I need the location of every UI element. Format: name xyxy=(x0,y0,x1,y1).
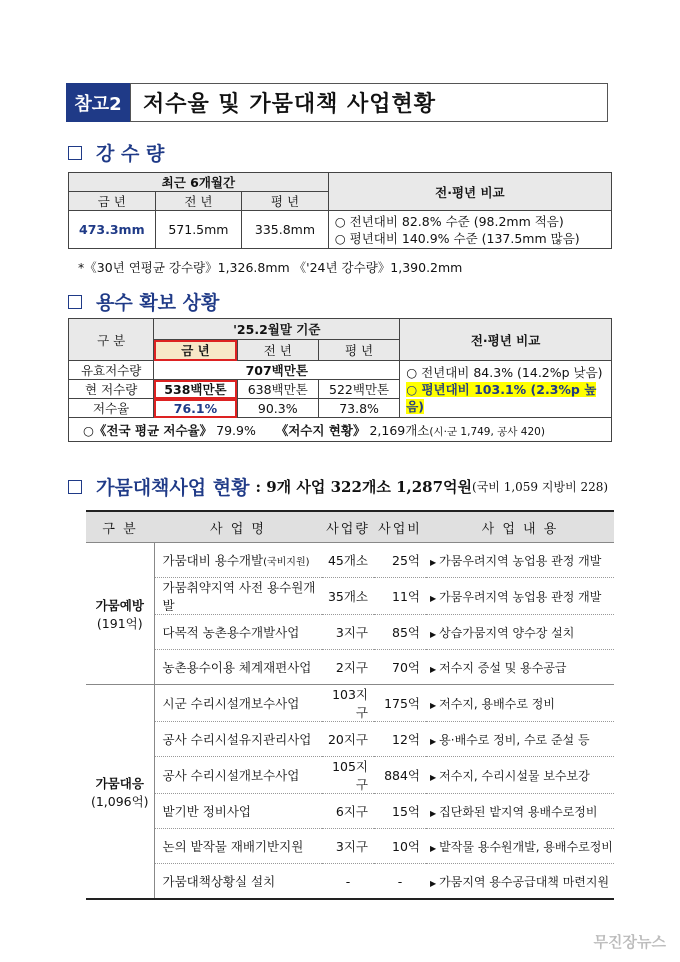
national-avg-value: 79.9% xyxy=(216,422,256,438)
group-prevention xyxy=(86,543,154,685)
storage-rate-this-year: 76.1% xyxy=(154,399,237,418)
project-content-text: 저수지, 용배수로 정비 xyxy=(439,696,555,711)
project-qty: 35개소 xyxy=(322,578,374,615)
project-cost: 11억 xyxy=(374,578,426,615)
watermark: 무진장뉴스 xyxy=(593,933,666,951)
triangle-right-icon: ▶ xyxy=(430,808,437,818)
compare-line: ○ 전년대비 84.3% (14.2%p 낮음) xyxy=(406,364,603,380)
base-label: '25.2월말 기준 xyxy=(154,319,400,340)
drought-summary-detail: (국비 1,059 지방비 228) xyxy=(472,480,609,494)
section-title: 가뭄대책사업 현황 xyxy=(96,477,250,499)
project-name: 다목적 농촌용수개발사업 xyxy=(154,615,322,650)
project-name: 논의 밭작물 재배기반지원 xyxy=(154,829,322,864)
national-avg-label: ○《전국 평균 저수율》 xyxy=(83,422,213,438)
reference-label: 참고2 xyxy=(66,83,130,122)
triangle-right-icon: ▶ xyxy=(430,878,437,888)
project-qty: - xyxy=(322,864,374,900)
drought-summary: : 9개 사업 322개소 1,287억원 xyxy=(255,478,473,496)
checkbox-square-icon xyxy=(68,146,82,160)
group-budget: (1,096억) xyxy=(90,793,149,809)
section-title: 강 수 량 xyxy=(96,143,165,165)
col-this-year: 금 년 xyxy=(154,340,237,361)
col-last-year: 전 년 xyxy=(155,192,242,211)
project-content xyxy=(426,829,614,864)
effective-storage-value: 707백만톤 xyxy=(154,361,400,380)
row-label: 저수율 xyxy=(69,399,154,418)
reservoir-status-detail: (시·군 1,749, 공사 420) xyxy=(429,425,545,438)
col-content: 사 업 내 용 xyxy=(426,511,614,543)
project-content xyxy=(426,722,614,757)
project-name-note: (국비지원) xyxy=(263,557,310,568)
triangle-right-icon: ▶ xyxy=(430,664,437,674)
col-normal-year: 평 년 xyxy=(318,340,399,361)
compare-line: ○ 전년대비 82.8% 수준 (98.2mm 적음) xyxy=(334,213,564,229)
triangle-right-icon: ▶ xyxy=(430,736,437,746)
project-content-text: 저수지, 수리시설물 보수보강 xyxy=(439,768,590,783)
rainfall-table xyxy=(68,172,612,249)
project-name-text: 가뭄대비 용수개발 xyxy=(162,553,264,568)
project-content xyxy=(426,615,614,650)
div-label: 구 분 xyxy=(69,319,154,361)
project-content-text: 가뭄우려지역 농업용 관정 개발 xyxy=(439,553,602,568)
compare-label: 전·평년 비교 xyxy=(400,319,612,361)
project-content xyxy=(426,578,614,615)
project-content xyxy=(426,757,614,794)
recent-label: 최근 6개월간 xyxy=(69,173,329,192)
project-content-text: 밭작물 용수원개발, 용배수로정비 xyxy=(439,839,613,854)
storage-rate-normal-year: 73.8% xyxy=(318,399,399,418)
triangle-right-icon: ▶ xyxy=(430,700,437,710)
compare-text xyxy=(328,211,611,249)
project-cost: 175억 xyxy=(374,685,426,722)
col-last-year: 전 년 xyxy=(237,340,318,361)
rainfall-note: *《30년 연평균 강수량》1,326.8mm 《'24년 강수량》1,390.2mm xyxy=(78,260,463,275)
project-name: 시군 수리시설개보수사업 xyxy=(154,685,322,722)
triangle-right-icon: ▶ xyxy=(430,843,437,853)
group-budget: (191억) xyxy=(96,615,143,631)
project-content-text: 가뭄우려지역 농업용 관정 개발 xyxy=(439,589,602,604)
project-qty: 6지구 xyxy=(322,794,374,829)
project-name: 농촌용수이용 체계재편사업 xyxy=(154,650,322,685)
value-last-year: 571.5mm xyxy=(155,211,242,249)
col-qty: 사업량 xyxy=(322,511,374,543)
project-content xyxy=(426,864,614,900)
section-drought-heading xyxy=(68,473,608,500)
triangle-right-icon: ▶ xyxy=(430,557,437,567)
col-normal-year: 평 년 xyxy=(242,192,329,211)
project-content xyxy=(426,543,614,578)
group-name: 가뭄예방 xyxy=(95,597,144,613)
project-qty: 3지구 xyxy=(322,615,374,650)
current-storage-last-year: 638백만톤 xyxy=(237,380,318,399)
project-qty: 105지구 xyxy=(322,757,374,794)
project-cost: 70억 xyxy=(374,650,426,685)
drought-project-table xyxy=(86,510,614,900)
page-title: 저수율 및 가뭄대책 사업현황 xyxy=(130,83,608,122)
project-content xyxy=(426,685,614,722)
triangle-right-icon: ▶ xyxy=(430,593,437,603)
current-storage-this-year: 538백만톤 xyxy=(154,380,237,399)
checkbox-square-icon xyxy=(68,480,82,494)
col-cost: 사업비 xyxy=(374,511,426,543)
project-name: 밭기반 정비사업 xyxy=(154,794,322,829)
compare-line: ○ 평년대비 140.9% 수준 (137.5mm 많음) xyxy=(334,230,580,246)
project-name xyxy=(154,543,322,578)
project-content-text: 집단화된 밭지역 용배수로정비 xyxy=(439,804,598,819)
checkbox-square-icon xyxy=(68,295,82,309)
triangle-right-icon: ▶ xyxy=(430,629,437,639)
section-title: 용수 확보 상황 xyxy=(96,292,220,314)
row-label: 현 저수량 xyxy=(69,380,154,399)
current-storage-normal-year: 522백만톤 xyxy=(318,380,399,399)
group-name: 가뭄대응 xyxy=(95,775,144,791)
compare-highlight: ○ 평년대비 103.1% (2.3%p 높음) xyxy=(406,381,597,414)
reservoir-status-value: 2,169개소 xyxy=(369,422,430,438)
project-cost: 85억 xyxy=(374,615,426,650)
project-cost: 15억 xyxy=(374,794,426,829)
national-summary xyxy=(69,418,612,442)
project-name: 공사 수리시설유지관리사업 xyxy=(154,722,322,757)
project-content-text: 저수지 증설 및 용수공급 xyxy=(439,660,567,675)
project-qty: 103지구 xyxy=(322,685,374,722)
compare-line xyxy=(406,381,611,415)
section-water-heading xyxy=(68,288,219,315)
project-qty: 3지구 xyxy=(322,829,374,864)
project-qty: 2지구 xyxy=(322,650,374,685)
project-name: 가뭄대책상황실 설치 xyxy=(154,864,322,900)
project-cost: 10억 xyxy=(374,829,426,864)
water-table xyxy=(68,318,612,442)
project-name: 공사 수리시설개보수사업 xyxy=(154,757,322,794)
col-this-year: 금 년 xyxy=(69,192,156,211)
section-rainfall-heading xyxy=(68,139,164,166)
project-content xyxy=(426,650,614,685)
col-name: 사 업 명 xyxy=(154,511,322,543)
project-content xyxy=(426,794,614,829)
project-cost: - xyxy=(374,864,426,900)
compare-label: 전·평년 비교 xyxy=(328,173,611,211)
project-content-text: 가뭄지역 용수공급대책 마련지원 xyxy=(439,874,610,889)
project-cost: 25억 xyxy=(374,543,426,578)
compare-text xyxy=(400,361,612,418)
storage-rate-last-year: 90.3% xyxy=(237,399,318,418)
value-normal-year: 335.8mm xyxy=(242,211,329,249)
group-response xyxy=(86,685,154,900)
project-content-text: 상습가뭄지역 양수장 설치 xyxy=(439,625,575,640)
col-div: 구 분 xyxy=(86,511,154,543)
reservoir-status-label: 《저수지 현황》 xyxy=(275,422,366,438)
project-content-text: 용·배수로 정비, 수로 준설 등 xyxy=(439,732,590,747)
project-cost: 12억 xyxy=(374,722,426,757)
project-qty: 45개소 xyxy=(322,543,374,578)
project-qty: 20지구 xyxy=(322,722,374,757)
project-name: 가뭄취약지역 사전 용수원개발 xyxy=(154,578,322,615)
row-label: 유효저수량 xyxy=(69,361,154,380)
value-this-year: 473.3mm xyxy=(69,211,156,249)
project-cost: 884억 xyxy=(374,757,426,794)
triangle-right-icon: ▶ xyxy=(430,772,437,782)
